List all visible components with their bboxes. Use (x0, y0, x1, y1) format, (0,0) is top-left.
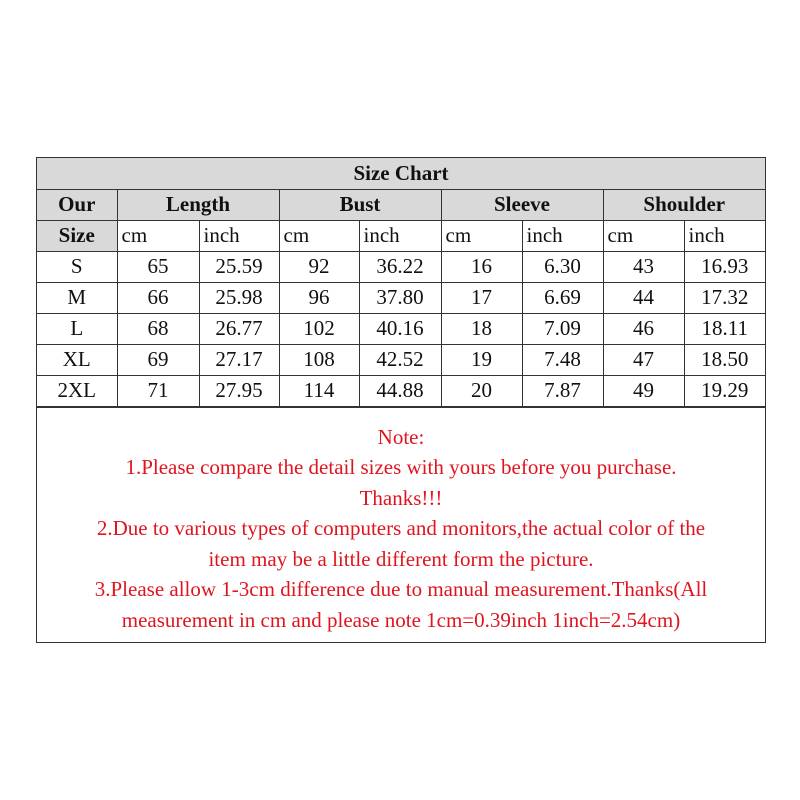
unit-cm: cm (603, 220, 684, 251)
value-cell: 16 (441, 251, 522, 282)
size-table (37, 158, 765, 407)
value-cell: 44.88 (359, 375, 441, 406)
value-cell: 40.16 (359, 313, 441, 344)
unit-cm: cm (117, 220, 199, 251)
unit-inch: inch (684, 220, 765, 251)
chart-title: Size Chart (37, 158, 765, 189)
size-chart (36, 157, 766, 643)
value-cell: 49 (603, 375, 684, 406)
value-cell: 69 (117, 344, 199, 375)
size-cell: L (37, 313, 117, 344)
size-cell: M (37, 282, 117, 313)
value-cell: 44 (603, 282, 684, 313)
unit-header-row (37, 220, 765, 251)
value-cell: 114 (279, 375, 359, 406)
value-cell: 19.29 (684, 375, 765, 406)
value-cell: 17 (441, 282, 522, 313)
value-cell: 102 (279, 313, 359, 344)
value-cell: 68 (117, 313, 199, 344)
value-cell: 36.22 (359, 251, 441, 282)
table-row (37, 375, 765, 406)
title-row (37, 158, 765, 189)
value-cell: 27.17 (199, 344, 279, 375)
length-header: Length (117, 189, 279, 220)
value-cell: 43 (603, 251, 684, 282)
unit-cm: cm (441, 220, 522, 251)
value-cell: 7.87 (522, 375, 603, 406)
note-line: 1.Please compare the detail sizes with yours before you purchase. (125, 455, 677, 479)
size-cell: 2XL (37, 375, 117, 406)
measure-header-row (37, 189, 765, 220)
shoulder-header: Shoulder (603, 189, 765, 220)
sleeve-header: Sleeve (441, 189, 603, 220)
note-line: item may be a little different form the picture. (208, 546, 594, 571)
value-cell: 71 (117, 375, 199, 406)
value-cell: 25.98 (199, 282, 279, 313)
unit-inch: inch (359, 220, 441, 251)
value-cell: 6.69 (522, 282, 603, 313)
value-cell: 37.80 (359, 282, 441, 313)
value-cell: 46 (603, 313, 684, 344)
unit-cm: cm (279, 220, 359, 251)
value-cell: 18 (441, 313, 522, 344)
size-cell: XL (37, 344, 117, 375)
value-cell: 20 (441, 375, 522, 406)
value-cell: 66 (117, 282, 199, 313)
note-line: Thanks!!! (359, 485, 443, 510)
value-cell: 19 (441, 344, 522, 375)
value-cell: 25.59 (199, 251, 279, 282)
unit-inch: inch (522, 220, 603, 251)
note-heading: Note: (377, 424, 425, 449)
value-cell: 92 (279, 251, 359, 282)
value-cell: 6.30 (522, 251, 603, 282)
unit-inch: inch (199, 220, 279, 251)
notes-section (37, 407, 765, 642)
note-line: 3.Please allow 1-3cm difference due to manual measurement.Thanks(All (94, 577, 708, 601)
table-row (37, 282, 765, 313)
value-cell: 26.77 (199, 313, 279, 344)
table-row (37, 344, 765, 375)
note-line: 2.Due to various types of computers and monitors,the actual color of the (96, 516, 706, 540)
table-row (37, 251, 765, 282)
value-cell: 42.52 (359, 344, 441, 375)
note-line: measurement in cm and please note 1cm=0.39inch 1inch=2.54cm) (121, 607, 681, 632)
value-cell: 18.11 (684, 313, 765, 344)
value-cell: 65 (117, 251, 199, 282)
value-cell: 47 (603, 344, 684, 375)
value-cell: 96 (279, 282, 359, 313)
value-cell: 7.48 (522, 344, 603, 375)
bust-header: Bust (279, 189, 441, 220)
value-cell: 27.95 (199, 375, 279, 406)
value-cell: 108 (279, 344, 359, 375)
size-rows (37, 251, 765, 406)
size-header-bottom: Size (37, 220, 117, 251)
value-cell: 17.32 (684, 282, 765, 313)
value-cell: 18.50 (684, 344, 765, 375)
size-cell: S (37, 251, 117, 282)
table-row (37, 313, 765, 344)
value-cell: 16.93 (684, 251, 765, 282)
value-cell: 7.09 (522, 313, 603, 344)
size-header-top: Our (37, 189, 117, 220)
